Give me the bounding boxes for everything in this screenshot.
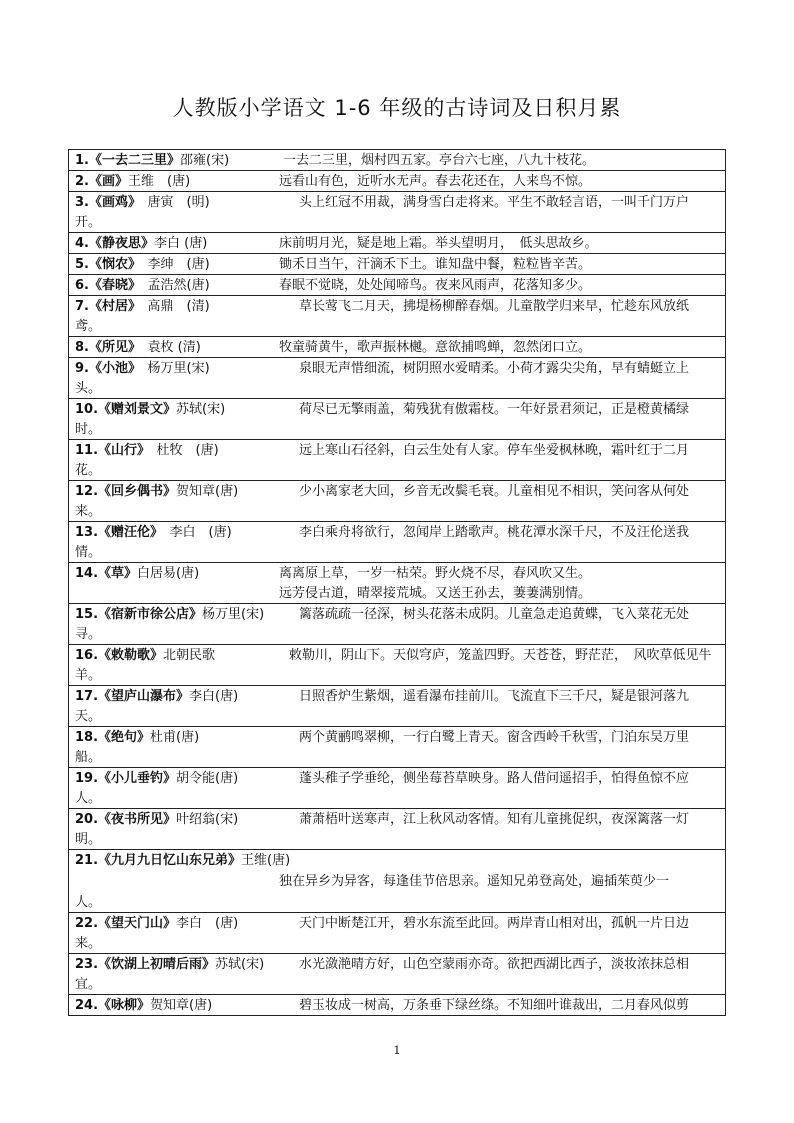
poem-author: 贺知章(唐) [176,484,239,499]
poem-row [69,768,725,809]
poem-number: 19. [75,771,99,786]
page-number: 1 [393,1044,401,1057]
poem-text-continued: 宜。 [75,977,102,992]
poem-heading [75,564,199,584]
poem-title: 《望天门山》 [98,916,177,931]
poem-number: 3. [75,195,89,210]
poem-heading [75,255,210,275]
poem-heading [75,151,229,171]
poem-title: 《山行》 [98,443,144,458]
poem-number: 5. [75,257,89,272]
poem-heading [75,193,210,213]
poem-title: 《赠汪伦》 [98,525,157,540]
poem-text-continued: 寻。 [75,627,102,642]
poem-heading [75,234,207,254]
poem-text: 一去二三里，烟村四五家。亭台六七座，八九十枝花。 [283,153,596,168]
poem-row [69,686,725,727]
poem-table [68,149,726,1016]
poem-title: 《小儿垂钓》 [98,771,177,786]
poem-text: 蓬头稚子学垂纶，侧坐莓苔草映身。路人借问遥招手，怕得鱼惊不应 [299,771,690,786]
poem-heading [75,810,238,830]
poem-row [69,254,725,275]
poem-row [69,296,725,337]
poem-text: 独在异乡为异客，每逢佳节倍思亲。遥知兄弟登高处，遍插茱萸少一 [279,874,670,889]
poem-row [69,358,725,399]
poem-text-continued: 来。 [75,504,102,519]
poem-number: 9. [75,361,89,376]
poem-text-continued: 天。 [75,709,102,724]
poem-text: 草长莺飞二月天，拂堤杨柳醉春烟。儿童散学归来早，忙趁东风放纸 [299,299,690,314]
poem-text: 敕勒川，阴山下。天似穹庐，笼盖四野。天苍苍，野茫茫， 风吹草低见牛 [289,648,712,663]
poem-text: 日照香炉生紫烟，遥看瀑布挂前川。飞流直下三千尺，疑是银河落九 [299,689,690,704]
poem-text: 牧童骑黄牛，歌声振林樾。意欲捕鸣蝉，忽然闭口立。 [279,340,592,355]
poem-author: 李绅 (唐) [134,257,210,272]
poem-row [69,337,725,358]
poem-text-continued: 船。 [75,750,102,765]
poem-heading [75,482,238,502]
poem-author: 邵雍(宋) [180,153,230,168]
poem-number: 21. [75,853,99,868]
poem-number: 22. [75,916,99,931]
poem-heading [75,851,290,871]
poem-title: 《一去二三里》 [88,153,180,168]
poem-text: 春眠不觉晓，处处闻啼鸟。夜来风雨声，花落知多少。 [279,278,592,293]
poem-row [69,563,725,604]
poem-heading [75,996,212,1016]
poem-author: 杜牧 (唐) [143,443,219,458]
poem-title: 《绝句》 [98,730,151,745]
poem-title: 《画鸡》 [88,195,135,210]
poem-text: 水光潋滟晴方好，山色空蒙雨亦奇。欲把西湖比西子，淡妆浓抹总相 [299,957,690,972]
poem-text: 远上寒山石径斜，白云生处有人家。停车坐爱枫林晚，霜叶红于二月 [299,443,690,458]
poem-text: 李白乘舟将欲行，忽闻岸上踏歌声。桃花潭水深千尺，不及汪伦送我 [299,525,690,540]
poem-row [69,150,725,171]
poem-heading [75,441,219,461]
poem-row [69,850,725,913]
poem-number: 13. [75,525,99,540]
poem-text: 床前明月光，疑是地上霜。举头望明月， 低头思故乡。 [279,236,598,251]
poem-heading [75,769,238,789]
poem-heading [75,728,199,748]
poem-title: 《所见》 [88,340,135,355]
poem-title: 《赠刘景文》 [98,402,177,417]
poem-author: 叶绍翁(宋) [176,812,239,827]
poem-row [69,522,725,563]
poem-text-line2: 远芳侵古道，晴翠接荒城。又送王孙去，萋萋满别情。 [279,586,592,601]
poem-heading [75,276,210,296]
poem-text: 离离原上草，一岁一枯荣。野火烧不尽，春风吹又生。 [279,566,592,581]
document-title: 人教版小学语文 1-6 年级的古诗词及日积月累 [172,96,622,120]
poem-row [69,645,725,686]
poem-title: 《草》 [98,566,138,581]
poem-text: 萧萧梧叶送寒声，江上秋风动客情。知有儿童挑促织，夜深篱落一灯 [299,812,690,827]
poem-row [69,604,725,645]
poem-row [69,913,725,954]
poem-text-continued: 鸢。 [75,319,102,334]
poem-text: 泉眼无声惜细流，树阴照水爱晴柔。小荷才露尖尖角，早有蜻蜓立上 [299,361,690,376]
poem-heading [75,297,210,317]
poem-heading [75,359,210,379]
poem-text-continued: 花。 [75,463,102,478]
poem-heading [75,955,264,975]
poem-text-continued: 来。 [75,936,102,951]
poem-number: 17. [75,689,99,704]
poem-number: 6. [75,278,89,293]
poem-number: 8. [75,340,89,355]
poem-row [69,954,725,995]
poem-author: 杨万里(宋) [202,607,265,622]
poem-title: 《咏柳》 [98,998,151,1013]
poem-title: 《望庐山瀑布》 [98,689,190,704]
poem-title: 《饮湖上初晴后雨》 [98,957,216,972]
poem-row [69,192,725,233]
poem-number: 15. [75,607,99,622]
poem-row [69,809,725,850]
poem-number: 7. [75,299,89,314]
poem-text-continued: 人。 [75,895,102,910]
poem-title: 《九月九日忆山东兄弟》 [98,853,242,868]
poem-row [69,233,725,254]
poem-author: 王维(唐) [241,853,291,868]
poem-number: 4. [75,236,89,251]
poem-heading [75,523,232,543]
poem-author: 杜甫(唐) [150,730,200,745]
poem-text: 荷尽已无擎雨盖，菊残犹有傲霜枝。一年好景君须记，正是橙黄橘绿 [299,402,690,417]
poem-author: 孟浩然(唐) [134,278,210,293]
poem-heading [75,400,225,420]
poem-author: 王维 (唐) [128,174,191,189]
poem-author: 高鼎 (清) [134,299,210,314]
poem-author: 贺知章(唐) [150,998,213,1013]
poem-title: 《画》 [88,174,128,189]
poem-author: 苏轼(宋) [215,957,265,972]
poem-title: 《春晓》 [88,278,135,293]
poem-title: 《小池》 [88,361,135,376]
poem-author: 胡令能(唐) [176,771,239,786]
poem-row [69,481,725,522]
poem-text-continued: 时。 [75,422,102,437]
poem-row [69,171,725,192]
poem-title: 《敕勒歌》 [98,648,164,663]
poem-text: 头上红冠不用裁，满身雪白走将来。平生不敢轻言语，一叫千门万户 [299,195,690,210]
poem-heading [75,687,238,707]
poem-number: 16. [75,648,99,663]
poem-row [69,275,725,296]
poem-author: 李白 (唐) [176,916,239,931]
poem-author: 苏轼(宋) [176,402,226,417]
poem-text: 远看山有色，近听水无声。春去花还在，人来鸟不惊。 [279,174,592,189]
poem-heading [75,646,215,666]
poem-title: 《静夜思》 [88,236,154,251]
poem-title: 《悯农》 [88,257,135,272]
poem-number: 20. [75,812,99,827]
poem-number: 18. [75,730,99,745]
poem-heading [75,338,201,358]
poem-text-continued: 情。 [75,545,102,560]
poem-text-continued: 开。 [75,215,102,230]
poem-title: 《宿新市徐公店》 [98,607,203,622]
poem-number: 12. [75,484,99,499]
poem-text: 天门中断楚江开，碧水东流至此回。两岸青山相对出，孤帆一片日边 [299,916,690,931]
poem-row [69,440,725,481]
poem-number: 23. [75,957,99,972]
poem-number: 11. [75,443,99,458]
poem-text-continued: 头。 [75,381,102,396]
poem-number: 14. [75,566,99,581]
poem-author: 李白 (唐) [154,236,208,251]
poem-text-continued: 羊。 [75,668,102,683]
poem-text-continued: 人。 [75,791,102,806]
poem-text: 少小离家老大回，乡音无改鬓毛衰。儿童相见不相识，笑问客从何处 [299,484,690,499]
poem-title: 《夜书所见》 [98,812,177,827]
poem-heading [75,605,264,625]
poem-number: 24. [75,998,99,1013]
poem-number: 1. [75,153,89,168]
poem-author: 杨万里(宋) [134,361,210,376]
poem-text: 碧玉妆成一树高，万条垂下绿丝绦。不知细叶谁裁出，二月春风似剪 [299,998,690,1013]
poem-author: 唐寅 (明) [134,195,210,210]
poem-number: 2. [75,174,89,189]
poem-text-continued: 明。 [75,832,102,847]
poem-row [69,727,725,768]
poem-author: 袁枚 (清) [134,340,201,355]
poem-text: 两个黄鹂鸣翠柳，一行白鹭上青天。窗含西岭千秋雪，门泊东吴万里 [299,730,690,745]
poem-heading [75,914,238,934]
poem-title: 《村居》 [88,299,135,314]
poem-text: 篱落疏疏一径深，树头花落未成阴。儿童急走追黄蝶，飞入菜花无处 [299,607,690,622]
poem-author: 北朝民歌 [163,648,216,663]
poem-heading [75,172,190,192]
poem-author: 白居易(唐) [137,566,200,581]
poem-row [69,995,725,1016]
poem-author: 李白 (唐) [156,525,232,540]
poem-title: 《回乡偶书》 [98,484,177,499]
poem-row [69,399,725,440]
poem-author: 李白(唐) [189,689,239,704]
poem-text: 锄禾日当午，汗滴禾下土。谁知盘中餐，粒粒皆辛苦。 [279,257,592,272]
poem-number: 10. [75,402,99,417]
